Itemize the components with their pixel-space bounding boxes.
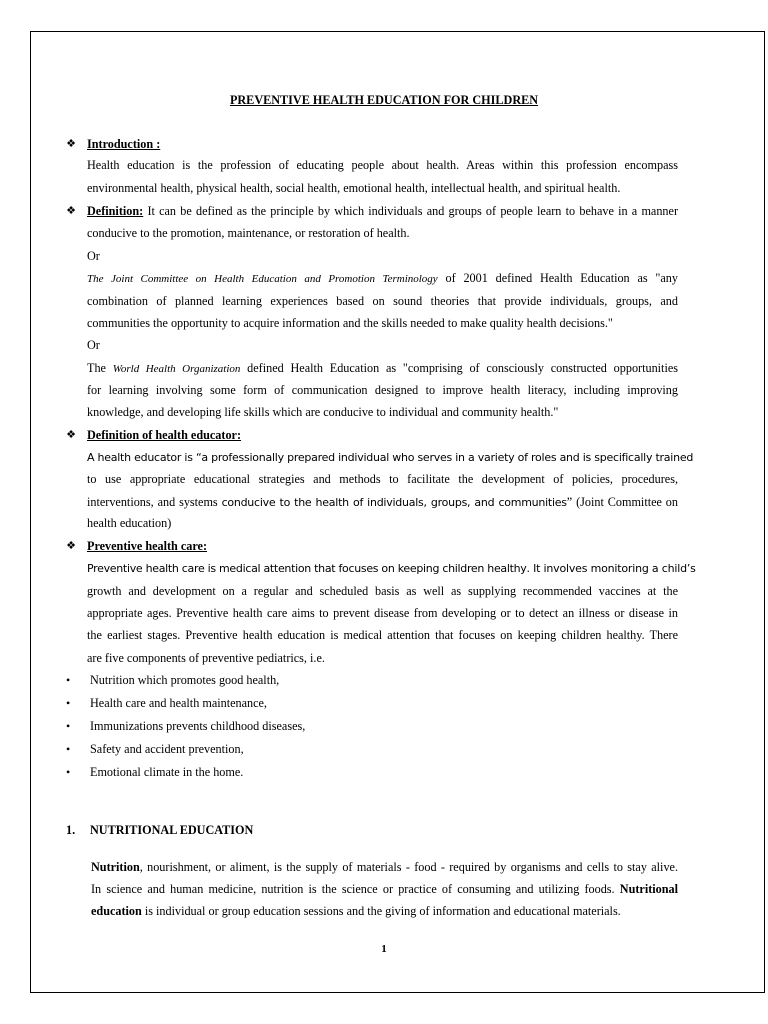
preventive-line-1-start: Preventive health care is medical attention that focuses on keeping children healthy bbox=[87, 562, 527, 575]
intro-line-1: Health education is the profession of educating people about health. Areas within this profession encompass bbox=[87, 158, 678, 172]
nutrition-line-2 bbox=[91, 882, 678, 897]
joint-committee-line-1 bbox=[87, 271, 678, 287]
list-item: Nutrition which promotes good health, bbox=[90, 673, 280, 687]
section-number: 1. bbox=[66, 823, 76, 837]
who-name: World Health Organization bbox=[112, 363, 241, 375]
bullet-dot-icon: • bbox=[66, 742, 71, 756]
definition-line-1 bbox=[87, 204, 678, 219]
who-text: defined Health Education as "comprising of consciously constructed opportunities bbox=[240, 361, 678, 375]
educator-line-3-quote: conducive to the health of individuals, groups, and communities bbox=[221, 496, 567, 509]
joint-committee-line-2: combination of planned learning experiences based on sound theories that provide individuals, groups, and bbox=[87, 294, 678, 308]
who-line-3: knowledge, and developing life skills which are conducive to individual and community health." bbox=[87, 405, 559, 419]
page-title: PREVENTIVE HEALTH EDUCATION FOR CHILDREN bbox=[229, 93, 539, 107]
who-line-2: for learning involving some form of communication designed to improve health literacy, including improving bbox=[87, 383, 678, 397]
or-separator-2: Or bbox=[87, 338, 100, 352]
list-item: Immunizations prevents childhood diseases, bbox=[90, 719, 306, 733]
definition-heading: Definition: bbox=[87, 204, 144, 218]
list-item: Health care and health maintenance, bbox=[90, 696, 267, 710]
educator-line-3 bbox=[87, 495, 678, 510]
nutrition-term: Nutrition bbox=[91, 860, 140, 874]
nutrition-line-1-text: , nourishment, or aliment, is the supply of materials - food - required by organisms and cells to stay alive. bbox=[139, 860, 678, 874]
educator-line-3-end: ” (Joint Committee on bbox=[566, 495, 678, 509]
who-line-1 bbox=[87, 361, 678, 377]
nutrition-line-2-text: In science and human medicine, nutrition is the science or practice of consuming and utilizing foods. bbox=[91, 882, 620, 896]
intro-line-2: environmental health, physical health, social health, emotional health, intellectual health, and spiritual health. bbox=[87, 181, 621, 195]
educator-line-3-start: interventions, and systems bbox=[87, 495, 222, 509]
preventive-line-2: growth and development on a regular and scheduled basis as well as supplying recommended vaccines at the bbox=[87, 584, 678, 598]
preventive-line-5: are five components of preventive pediatrics, i.e. bbox=[87, 651, 325, 665]
diamond-bullet-icon: ❖ bbox=[66, 540, 76, 552]
education-term: education bbox=[91, 904, 142, 918]
intro-heading: Introduction : bbox=[87, 137, 161, 151]
educator-line-4: health education) bbox=[87, 516, 172, 530]
educator-heading: Definition of health educator: bbox=[87, 428, 242, 442]
definition-line-2: conducive to the promotion, maintenance, or restoration of health. bbox=[87, 226, 410, 240]
bullet-dot-icon: • bbox=[66, 696, 71, 710]
nutrition-line-3-text: is individual or group education sessions and the giving of information and educational materials. bbox=[141, 904, 621, 918]
diamond-bullet-icon: ❖ bbox=[66, 205, 76, 217]
or-separator-1: Or bbox=[87, 249, 100, 263]
preventive-line-1 bbox=[87, 561, 696, 576]
list-item: Safety and accident prevention, bbox=[90, 742, 244, 756]
joint-committee-name: The Joint Committee on Health Education and Promotion Terminology bbox=[87, 273, 438, 285]
nutrition-line-1 bbox=[91, 860, 678, 875]
preventive-heading: Preventive health care: bbox=[87, 539, 208, 553]
definition-text: It can be defined as the principle by which individuals and groups of people learn to behave in a manner bbox=[143, 204, 678, 218]
section-heading: NUTRITIONAL EDUCATION bbox=[90, 823, 254, 837]
educator-line-2: to use appropriate educational strategies and methods to facilitate the development of policies, procedures, bbox=[87, 472, 678, 486]
bullet-dot-icon: • bbox=[66, 719, 71, 733]
preventive-line-4: the earliest stages. Preventive health education is medical attention that focuses on keeping children healthy. There bbox=[87, 628, 678, 642]
diamond-bullet-icon: ❖ bbox=[66, 429, 76, 441]
educator-line-1: A health educator is “a professionally prepared individual who serves in a variety of roles and is specifically trained bbox=[87, 451, 694, 464]
preventive-line-3: appropriate ages. Preventive health care aims to prevent disease from developing or to detect an illness or disease in bbox=[87, 606, 678, 620]
list-item: Emotional climate in the home. bbox=[90, 765, 244, 779]
preventive-line-1-end: . It involves monitoring a child’s bbox=[526, 562, 696, 575]
joint-committee-line-3: communities the opportunity to acquire information and the skills needed to make quality health decisions." bbox=[87, 316, 613, 330]
diamond-bullet-icon: ❖ bbox=[66, 138, 76, 150]
bullet-dot-icon: • bbox=[66, 765, 71, 779]
nutrition-line-3 bbox=[91, 904, 678, 919]
joint-committee-text: of 2001 defined Health Education as "any bbox=[437, 271, 678, 285]
bullet-dot-icon: • bbox=[66, 673, 71, 687]
who-prefix: The bbox=[87, 361, 113, 375]
page-number: 1 bbox=[381, 943, 387, 955]
nutritional-term: Nutritional bbox=[619, 882, 678, 896]
